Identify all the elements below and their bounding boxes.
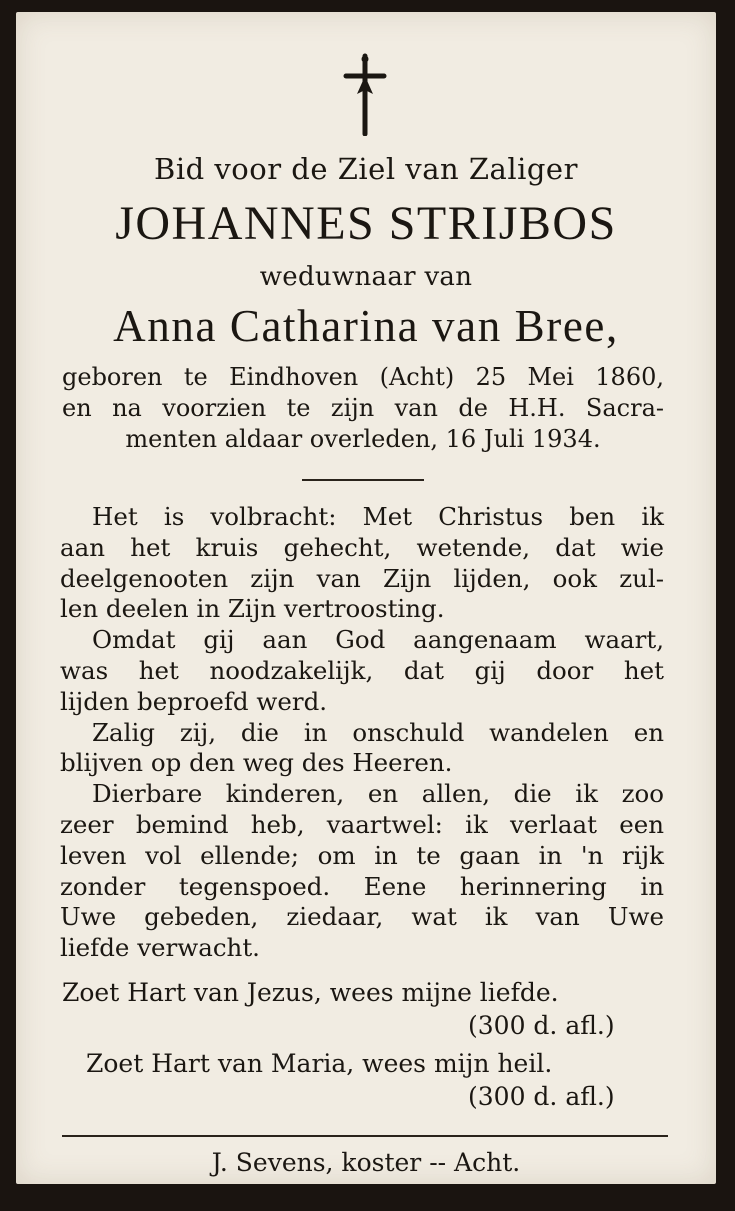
short-divider [302,479,424,481]
text-line: leven vol ellende; om in te gaan in 'n rijk [60,840,664,870]
bio-line: en na voorzien te zijn van de H.H. Sacra- [62,394,664,422]
cross-icon [340,52,390,136]
text-line: zeer bemind heb, vaartwel: ik verlaat een [60,809,664,839]
prayer-intro: Bid voor de Ziel van Zaliger [154,152,578,186]
relation-label: weduwnaar van [259,262,473,292]
bottom-divider [62,1135,668,1137]
text-line: was het noodzakelijk, dat gij door het [60,655,664,685]
text-line: blijven op den weg des Heeren. [60,748,453,778]
biography [62,362,664,455]
text-line: Uwe gebeden, ziedaar, wat ik van Uwe [60,902,664,932]
text-line: deelgenooten zijn van Zijn lijden, ook zul- [60,563,664,593]
text-line: Zalig zij, die in onschuld wandelen en [92,717,664,747]
text-line: aan het kruis gehecht, wetende, dat wie [60,532,664,562]
printer-credit: J. Sevens, koster -- Acht. [211,1148,521,1177]
memorial-card [16,12,716,1184]
spouse-name: Anna Catharina van Bree, [113,301,619,351]
indulgence-note: (300 d. afl.) [468,1011,615,1040]
meditation-text [60,502,664,964]
text-line: len deelen in Zijn vertroosting. [60,594,445,624]
prayer-maria: Zoet Hart van Maria, wees mijn heil. [86,1049,553,1078]
text-line: zonder tegenspoed. Eene herinnering in [60,871,664,901]
text-line: liefde verwacht. [60,933,260,963]
indulgence-note: (300 d. afl.) [468,1082,615,1111]
prayer-jesus: Zoet Hart van Jezus, wees mijne liefde. [62,978,559,1007]
text-line: Dierbare kinderen, en allen, die ik zoo [92,779,664,809]
text-line: lijden beproefd werd. [60,686,328,716]
bio-line: menten aldaar overleden, 16 Juli 1934. [125,425,601,453]
bio-line: geboren te Eindhoven (Acht) 25 Mei 1860, [62,363,664,391]
text-line: Omdat gij aan God aangenaam waart, [92,625,664,655]
text-line: Het is volbracht: Met Christus ben ik [92,502,664,531]
deceased-name: JOHANNES STRIJBOS [115,197,617,250]
